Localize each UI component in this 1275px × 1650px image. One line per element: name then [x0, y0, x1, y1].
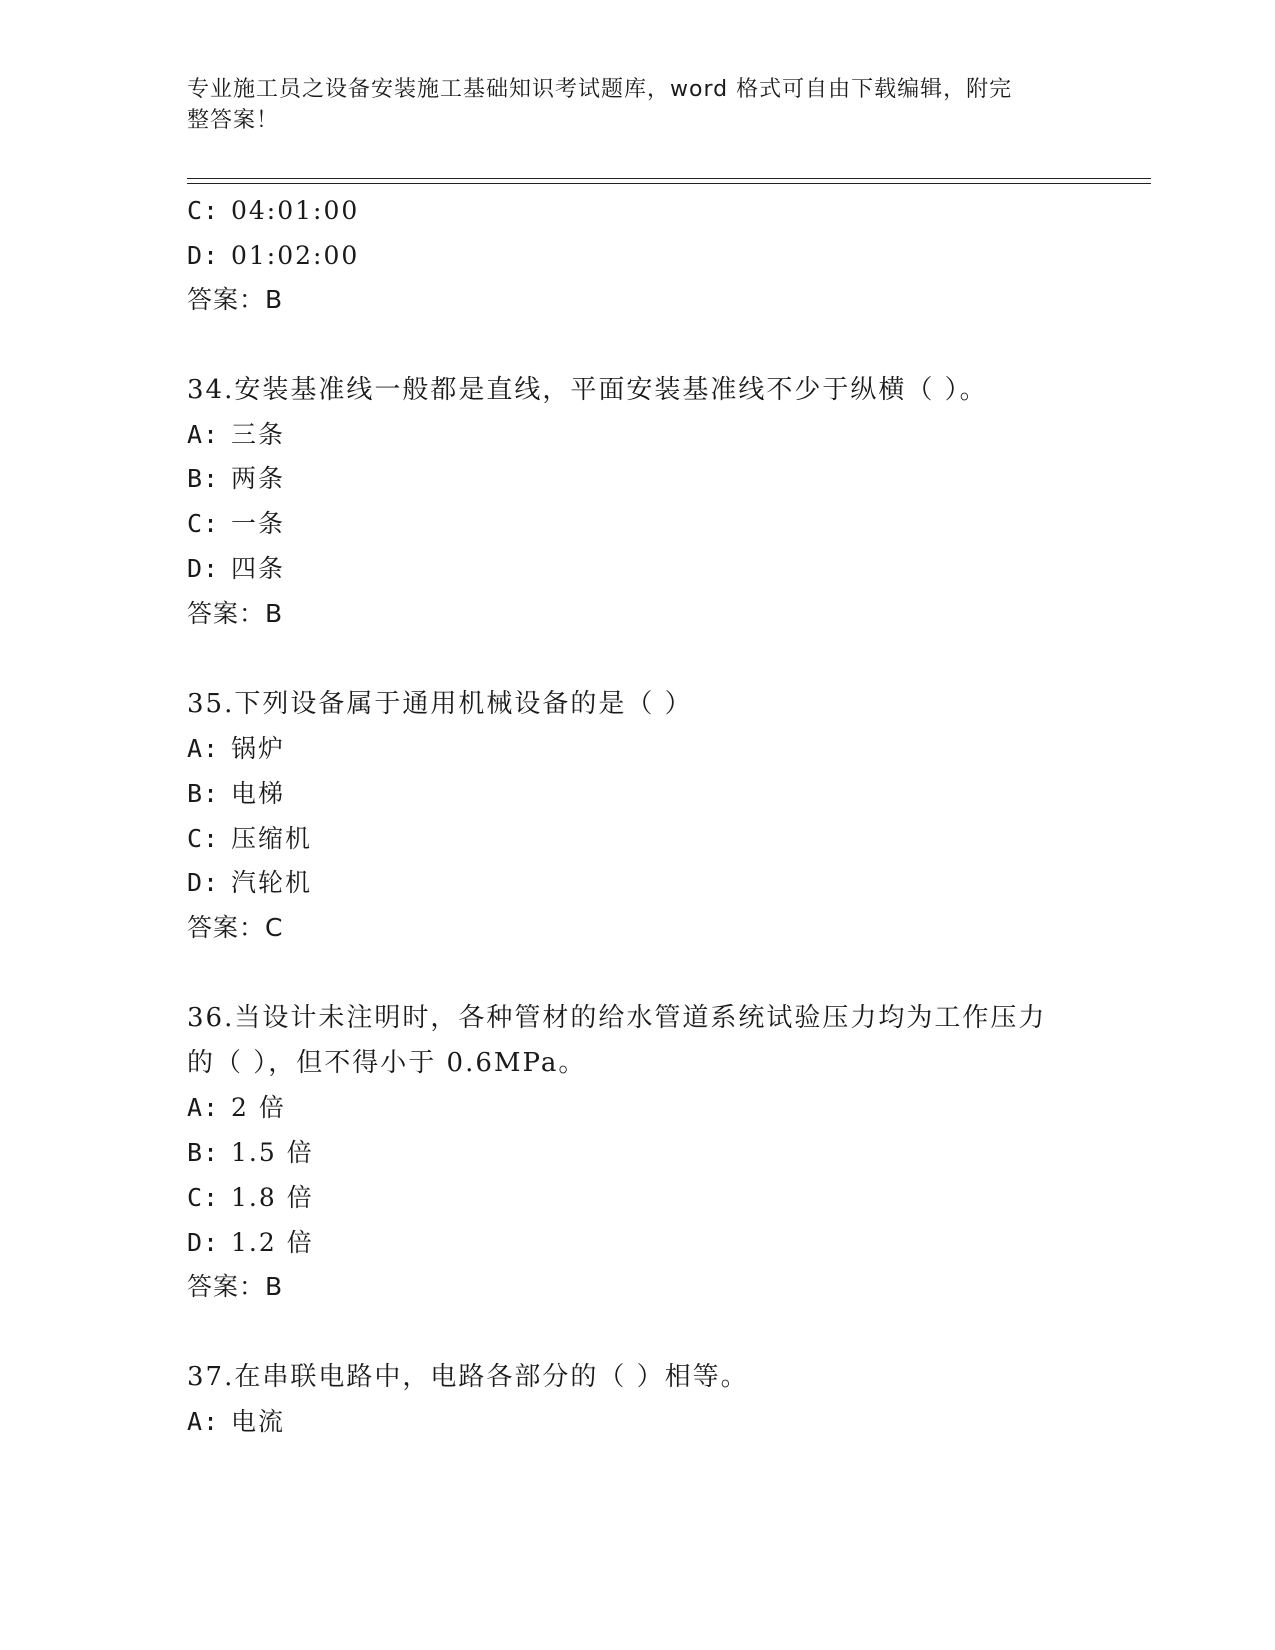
option-text: 电流: [231, 1407, 286, 1436]
option-c: [187, 507, 285, 541]
question-stem-line-2: 的（ ），但不得小于 0.6MPa。: [187, 1048, 587, 1078]
option-key: A:: [187, 420, 220, 449]
option-key: D:: [187, 554, 220, 583]
question-stem: 37.在串联电路中，电路各部分的（ ）相等。: [187, 1362, 749, 1392]
option-a: [187, 1091, 286, 1125]
option-key: C:: [187, 196, 220, 225]
option-c: [187, 822, 312, 856]
option-a: [187, 418, 285, 452]
option-key: D:: [187, 1228, 220, 1257]
header-divider-top: [187, 178, 1151, 179]
answer-line: 答案：B: [187, 599, 284, 628]
option-key: C:: [187, 509, 220, 538]
option-text: 三条: [231, 420, 286, 449]
option-key: A:: [187, 1093, 220, 1122]
option-d: [187, 1226, 314, 1260]
option-key: C:: [187, 824, 220, 853]
option-text: 1.8 倍: [231, 1183, 314, 1212]
option-key: A:: [187, 734, 220, 763]
document-header: [187, 74, 1067, 136]
option-a: [187, 732, 285, 766]
option-key: A:: [187, 1407, 220, 1436]
answer-line: 答案：C: [187, 913, 284, 942]
option-key: D:: [187, 868, 220, 897]
option-d: [187, 239, 359, 273]
option-text: 1.2 倍: [231, 1228, 314, 1257]
option-d: [187, 866, 312, 900]
question-stem-line-1: 36.当设计未注明时，各种管材的给水管道系统试验压力均为工作压力: [187, 1003, 1047, 1033]
answer-line: 答案：B: [187, 1272, 284, 1301]
option-d: [187, 552, 285, 586]
option-a: [187, 1405, 285, 1439]
option-key: D:: [187, 241, 220, 270]
option-text: 01:02:00: [231, 241, 360, 270]
header-line-2: 整答案！: [187, 108, 280, 133]
option-text: 1.5 倍: [231, 1138, 314, 1167]
question-stem: 34.安装基准线一般都是直线，平面安装基准线不少于纵横（ ）。: [187, 375, 988, 405]
option-text: 汽轮机: [231, 868, 313, 897]
option-text: 一条: [231, 509, 286, 538]
option-text: 锅炉: [231, 734, 286, 763]
option-text: 电梯: [231, 779, 286, 808]
option-b: [187, 777, 285, 811]
option-key: B:: [187, 779, 220, 808]
option-key: C:: [187, 1183, 220, 1212]
option-text: 两条: [231, 464, 286, 493]
header-divider-bottom: [187, 183, 1151, 184]
question-stem: 35.下列设备属于通用机械设备的是（ ）: [187, 689, 693, 719]
option-text: 压缩机: [231, 824, 313, 853]
option-text: 四条: [231, 554, 286, 583]
answer-line: 答案：B: [187, 285, 284, 314]
header-line-1: 专业施工员之设备安装施工基础知识考试题库，word 格式可自由下载编辑，附完: [187, 77, 1013, 102]
option-b: [187, 462, 285, 496]
option-text: 2 倍: [231, 1093, 286, 1122]
option-text: 04:01:00: [231, 196, 360, 225]
option-c: [187, 194, 359, 228]
option-b: [187, 1136, 314, 1170]
option-key: B:: [187, 1138, 220, 1167]
option-c: [187, 1181, 314, 1215]
option-key: B:: [187, 464, 220, 493]
